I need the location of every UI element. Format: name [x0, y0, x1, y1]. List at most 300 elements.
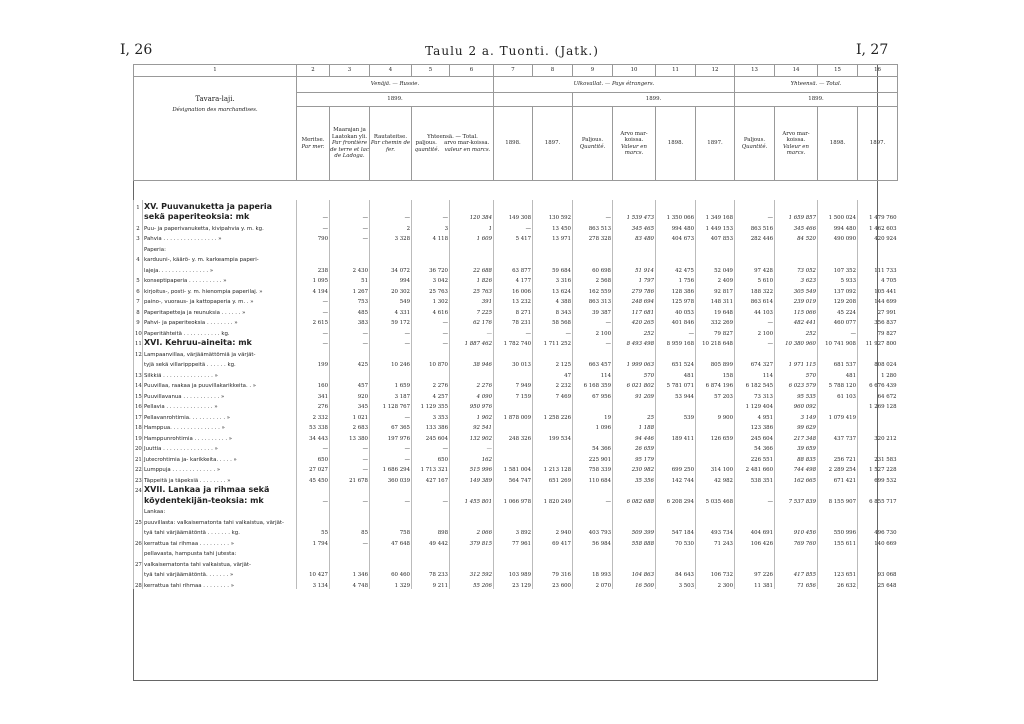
table-cell: 63 877 [494, 263, 533, 274]
table-cell: — [330, 452, 370, 463]
table-cell [297, 368, 330, 379]
table-cell [656, 200, 696, 211]
table-cell: 1 820 249 [533, 494, 573, 505]
table-cell [533, 421, 573, 432]
table-cell: 144 699 [858, 295, 898, 306]
quantite-label: Quantité. [741, 143, 768, 150]
table-cell: 345 465 [613, 221, 656, 232]
table-cell: — [297, 326, 330, 337]
table-cell: 1 350 066 [656, 211, 696, 222]
table-cell [494, 442, 533, 453]
y1898-header: 1898. [656, 107, 696, 181]
table-cell: 114 [573, 368, 613, 379]
table-cell: 496 730 [858, 526, 898, 537]
table-cell: 2 289 254 [818, 463, 858, 474]
table-cell: 19 [573, 410, 613, 421]
col-number: 13 [735, 65, 775, 77]
table-cell: 54 366 [735, 442, 775, 453]
table-cell [297, 515, 330, 526]
table-cell: 753 [330, 295, 370, 306]
row-number [134, 242, 143, 253]
table-cell: — [370, 410, 412, 421]
table-cell: 509 399 [613, 526, 656, 537]
table-cell [297, 253, 330, 264]
table-cell: 13 971 [533, 232, 573, 243]
table-cell: 425 [330, 358, 370, 369]
table-cell: 79 827 [696, 326, 735, 337]
table-cell [818, 242, 858, 253]
table-cell: 417 855 [775, 568, 818, 579]
table-cell: 420 265 [613, 316, 656, 327]
table-cell: 23 129 [494, 578, 533, 589]
table-cell: 162 559 [573, 284, 613, 295]
table-cell: 42 475 [656, 263, 696, 274]
row-number: 12 [134, 347, 143, 358]
year-header: 1899. [735, 93, 898, 107]
table-cell: 345 466 [775, 221, 818, 232]
table-cell: 10 741 908 [818, 337, 858, 348]
table-row [134, 526, 898, 537]
table-cell: 252 [775, 326, 818, 337]
table-cell: — [573, 337, 613, 348]
table-cell: — [370, 326, 412, 337]
table-cell [735, 253, 775, 264]
table-cell [613, 200, 656, 211]
table-cell: 391 [450, 295, 494, 306]
table-cell: 117 681 [613, 305, 656, 316]
table-cell: 1 129 404 [735, 400, 775, 411]
table-cell: 92 817 [696, 284, 735, 295]
table-cell [330, 200, 370, 211]
table-cell: 148 311 [696, 295, 735, 306]
row-number [134, 358, 143, 369]
table-cell: 515 996 [450, 463, 494, 474]
row-number: 5 [134, 274, 143, 285]
table-cell: — [494, 221, 533, 232]
table-cell: 84 520 [775, 232, 818, 243]
table-cell [613, 242, 656, 253]
table-cell: 123 651 [818, 568, 858, 579]
table-cell [533, 347, 573, 358]
table-cell [330, 368, 370, 379]
table-cell: — [412, 337, 450, 348]
table-cell: 60 460 [370, 568, 412, 579]
table-cell: 2 940 [533, 526, 573, 537]
col-number: 3 [330, 65, 370, 77]
table-cell [412, 368, 450, 379]
table-cell: 383 [330, 316, 370, 327]
table-cell: 226 551 [735, 452, 775, 463]
table-cell [533, 242, 573, 253]
row-number: 23 [134, 473, 143, 484]
table-cell: 758 339 [573, 463, 613, 474]
table-cell: 420 924 [858, 232, 898, 243]
row-label: konseptipaperia . . . . . . . . . . » [143, 274, 297, 285]
table-cell: 126 659 [696, 431, 735, 442]
table-row [134, 316, 898, 327]
table-cell [494, 547, 533, 558]
table-cell: 1 462 603 [858, 221, 898, 232]
table-cell [412, 347, 450, 358]
table-cell: 6 874 196 [696, 379, 735, 390]
table-cell: 4 118 [412, 232, 450, 243]
table-cell: 312 592 [450, 568, 494, 579]
table-cell [573, 347, 613, 358]
y1898-header: 1898. [818, 107, 858, 181]
table-cell: 1 713 321 [412, 463, 450, 474]
table-row [134, 274, 898, 285]
table-cell [735, 557, 775, 568]
table-row [134, 536, 898, 547]
col-number: 9 [573, 65, 613, 77]
table-cell [858, 421, 898, 432]
table-cell [370, 253, 412, 264]
table-cell: 2 300 [696, 578, 735, 589]
table-cell: 3 328 [370, 232, 412, 243]
table-cell: 10 246 [370, 358, 412, 369]
table-cell: 47 [533, 368, 573, 379]
table-cell [494, 421, 533, 432]
table-cell [533, 452, 573, 463]
page-number-right: I, 27 [856, 42, 889, 58]
table-cell: — [370, 494, 412, 505]
meritse-label: Meritse. [301, 137, 325, 143]
table-cell: 570 [775, 368, 818, 379]
table-cell: 55 [297, 526, 330, 537]
table-cell: 44 103 [735, 305, 775, 316]
table-row [134, 547, 898, 558]
table-row [134, 253, 898, 264]
arvo-label: Arvo mar-koissa. [782, 130, 810, 143]
table-cell: 57 203 [696, 389, 735, 400]
table-cell [656, 253, 696, 264]
table-cell: 7 537 839 [775, 494, 818, 505]
row-number: 16 [134, 400, 143, 411]
table-cell: 1 349 168 [696, 211, 735, 222]
table-cell: — [330, 536, 370, 547]
row-label: Täppeitä ja täpeksiä . . . . . . . . » [143, 473, 297, 484]
table-cell: 53 338 [297, 421, 330, 432]
table-cell: 2 100 [573, 326, 613, 337]
table-cell: 73 052 [775, 263, 818, 274]
table-cell: 2 481 660 [735, 463, 775, 474]
table-cell: 6 855 717 [858, 494, 898, 505]
table-cell [775, 253, 818, 264]
table-cell: 549 [370, 295, 412, 306]
col-number: 10 [613, 65, 656, 77]
table-cell: 238 [297, 263, 330, 274]
table-cell: 564 747 [494, 473, 533, 484]
arvo-label: Arvo mar-koissa. [620, 130, 648, 143]
table-cell: 11 381 [735, 578, 775, 589]
table-cell [533, 253, 573, 264]
par-mer-label: Par mer. [301, 143, 325, 150]
paljous-header [573, 107, 613, 181]
table-cell: 1 794 [297, 536, 330, 547]
table-cell [370, 515, 412, 526]
table-cell: 115 066 [775, 305, 818, 316]
table-cell: 8 493 498 [613, 337, 656, 348]
table-cell: 1 500 024 [818, 211, 858, 222]
table-cell: 2 [370, 221, 412, 232]
table-cell: 45 450 [297, 473, 330, 484]
table-cell: — [297, 442, 330, 453]
table-cell: — [818, 326, 858, 337]
table-cell: 2 615 [297, 316, 330, 327]
table-cell: 1 258 226 [533, 410, 573, 421]
table-cell: 1 066 978 [494, 494, 533, 505]
row-label: Lankaa: [143, 505, 297, 516]
table-cell [573, 253, 613, 264]
table-cell: 94 446 [613, 431, 656, 442]
table-cell [412, 505, 450, 516]
table-cell: 401 846 [656, 316, 696, 327]
table-cell: 320 212 [858, 431, 898, 442]
table-cell [533, 442, 573, 453]
col-number: 6 [450, 65, 494, 77]
table-cell: 538 351 [735, 473, 775, 484]
table-cell: 7 949 [494, 379, 533, 390]
table-cell: 199 534 [533, 431, 573, 442]
row-label: Paperitähteitä . . . . . . . . . . . kg. [143, 326, 297, 337]
table-cell [696, 505, 735, 516]
table-cell [696, 547, 735, 558]
table-cell: — [735, 494, 775, 505]
row-number: 8 [134, 305, 143, 316]
column-number-row [134, 65, 898, 77]
table-cell: 3 042 [412, 274, 450, 285]
table-cell [297, 347, 330, 358]
table-cell: 10 870 [412, 358, 450, 369]
row-number: 20 [134, 442, 143, 453]
table-cell [613, 253, 656, 264]
table-cell: 1 609 [450, 232, 494, 243]
table-cell: 9 211 [412, 578, 450, 589]
row-number: 9 [134, 316, 143, 327]
table-cell: 5 781 071 [656, 379, 696, 390]
table-cell [775, 200, 818, 211]
table-cell: 1 686 294 [370, 463, 412, 474]
table-cell: 42 982 [696, 473, 735, 484]
table-cell: 1 [450, 221, 494, 232]
table-cell: 4 090 [450, 389, 494, 400]
table-cell [818, 505, 858, 516]
table-cell [656, 515, 696, 526]
table-cell: 1 128 767 [370, 400, 412, 411]
table-cell [297, 557, 330, 568]
table-cell: 282 446 [735, 232, 775, 243]
table-cell [775, 242, 818, 253]
row-number: 21 [134, 452, 143, 463]
table-cell: 1 280 [858, 368, 898, 379]
table-cell: 427 167 [412, 473, 450, 484]
table-cell: 114 [735, 368, 775, 379]
table-cell [613, 515, 656, 526]
table-row [134, 431, 898, 442]
table-cell: — [412, 442, 450, 453]
table-cell [818, 347, 858, 358]
table-cell: 2 066 [450, 526, 494, 537]
row-number: 7 [134, 295, 143, 306]
table-cell: 84 643 [656, 568, 696, 579]
table-cell [818, 200, 858, 211]
row-number: 2 [134, 221, 143, 232]
table-cell: 60 698 [573, 263, 613, 274]
table-cell [533, 557, 573, 568]
yhteensa-group-header: Yhteensä. — Total. [735, 77, 898, 93]
table-cell: 25 763 [412, 284, 450, 295]
table-row [134, 368, 898, 379]
table-cell: 3 [412, 221, 450, 232]
table-cell: 79 316 [533, 568, 573, 579]
table-cell: 8 959 168 [656, 337, 696, 348]
row-label: Hamppunrohtimia . . . . . . . . . . » [143, 431, 297, 442]
table-cell [412, 200, 450, 211]
table-cell [330, 347, 370, 358]
table-row [134, 242, 898, 253]
table-cell: — [735, 211, 775, 222]
table-cell: — [370, 337, 412, 348]
table-cell: 2 568 [573, 274, 613, 285]
table-cell: 92 541 [450, 421, 494, 432]
table-cell: 1 782 740 [494, 337, 533, 348]
table-cell: — [656, 326, 696, 337]
row-number: 25 [134, 515, 143, 526]
table-cell: 898 [412, 526, 450, 537]
table-cell [613, 557, 656, 568]
y1897-header: 1897. [858, 107, 898, 181]
table-cell: 162 665 [775, 473, 818, 484]
table-cell [370, 368, 412, 379]
table-cell: — [330, 494, 370, 505]
row-label: kerrattua tahi rihmaa . . . . . . . . » [143, 578, 297, 589]
table-cell: 651 524 [656, 358, 696, 369]
table-cell: 13 232 [494, 295, 533, 306]
table-cell: 404 691 [735, 526, 775, 537]
table-cell: 95 179 [613, 452, 656, 463]
table-cell: 7 469 [533, 389, 573, 400]
table-cell: 99 629 [775, 421, 818, 432]
table-cell [494, 200, 533, 211]
table-cell: 1 887 462 [450, 337, 494, 348]
table-cell [818, 421, 858, 432]
table-cell: 106 426 [735, 536, 775, 547]
table-cell: 88 835 [775, 452, 818, 463]
table-cell: 231 583 [858, 452, 898, 463]
row-label: Pellavia . . . . . . . . . . . . . . » [143, 400, 297, 411]
table-cell [735, 505, 775, 516]
table-cell [297, 200, 330, 211]
table-cell: 663 457 [573, 358, 613, 369]
table-cell: 6 676 439 [858, 379, 898, 390]
table-cell [370, 200, 412, 211]
table-cell: 2 276 [450, 379, 494, 390]
table-cell: 356 837 [858, 316, 898, 327]
row-number [134, 547, 143, 558]
table-cell: 550 996 [818, 526, 858, 537]
table-cell: 140 669 [858, 536, 898, 547]
table-cell: 4 177 [494, 274, 533, 285]
table-cell: 103 989 [494, 568, 533, 579]
table-cell: 51 [330, 274, 370, 285]
table-cell: 36 720 [412, 263, 450, 274]
table-cell: 3 149 [775, 410, 818, 421]
row-label: Lampaanvillaa, värjäämättömiä ja värjät- [143, 347, 297, 358]
table-cell: 4 748 [330, 578, 370, 589]
table-cell: 67 956 [573, 389, 613, 400]
table-cell: — [573, 316, 613, 327]
table-cell [656, 505, 696, 516]
table-cell: 863 513 [573, 221, 613, 232]
table-cell [696, 452, 735, 463]
table-cell [494, 515, 533, 526]
table-cell: 994 480 [656, 221, 696, 232]
table-cell: 20 302 [370, 284, 412, 295]
table-cell: 1 346 [330, 568, 370, 579]
row-number [134, 494, 143, 505]
table-cell [858, 484, 898, 495]
table-row [134, 211, 898, 222]
table-cell: 3 892 [494, 526, 533, 537]
table-cell [370, 242, 412, 253]
table-cell: 39 659 [775, 442, 818, 453]
row-label: sekä paperiteoksia: mk [143, 211, 297, 222]
table-cell: 314 100 [696, 463, 735, 474]
table-cell [696, 253, 735, 264]
table-cell: 570 [613, 368, 656, 379]
table-cell [450, 368, 494, 379]
table-cell: 3 316 [533, 274, 573, 285]
table-cell: 49 442 [412, 536, 450, 547]
table-cell: 105 441 [858, 284, 898, 295]
table-cell [818, 557, 858, 568]
table-cell: 278 328 [573, 232, 613, 243]
table-cell: — [573, 211, 613, 222]
row-number [134, 526, 143, 537]
row-label: Pahvia . . . . . . . . . . . . . . . . » [143, 232, 297, 243]
table-cell [858, 442, 898, 453]
table-cell [656, 242, 696, 253]
table-cell: 341 [297, 389, 330, 400]
table-cell [573, 515, 613, 526]
table-cell: — [330, 463, 370, 474]
table-cell: 59 684 [533, 263, 573, 274]
row-number: 10 [134, 326, 143, 337]
col-number: 2 [297, 65, 330, 77]
table-cell [858, 253, 898, 264]
table-cell: 248 694 [613, 295, 656, 306]
table-cell: 671 421 [818, 473, 858, 484]
table-cell: 1 188 [613, 421, 656, 432]
table-cell: — [735, 337, 775, 348]
table-cell [412, 484, 450, 495]
table-cell: 39 387 [573, 305, 613, 316]
table-cell: 1 999 063 [613, 358, 656, 369]
table-cell: 132 902 [450, 431, 494, 442]
table-cell: 4 705 [858, 274, 898, 285]
table-cell [735, 347, 775, 358]
table-cell: 3 134 [297, 578, 330, 589]
table-cell [370, 347, 412, 358]
table-cell: 107 352 [818, 263, 858, 274]
table-cell: 54 366 [573, 442, 613, 453]
row-number: 18 [134, 421, 143, 432]
table-cell [494, 242, 533, 253]
table-cell [494, 505, 533, 516]
row-label: Paperia: [143, 242, 297, 253]
table-cell: 2 232 [533, 379, 573, 390]
table-cell: 1 096 [573, 421, 613, 432]
